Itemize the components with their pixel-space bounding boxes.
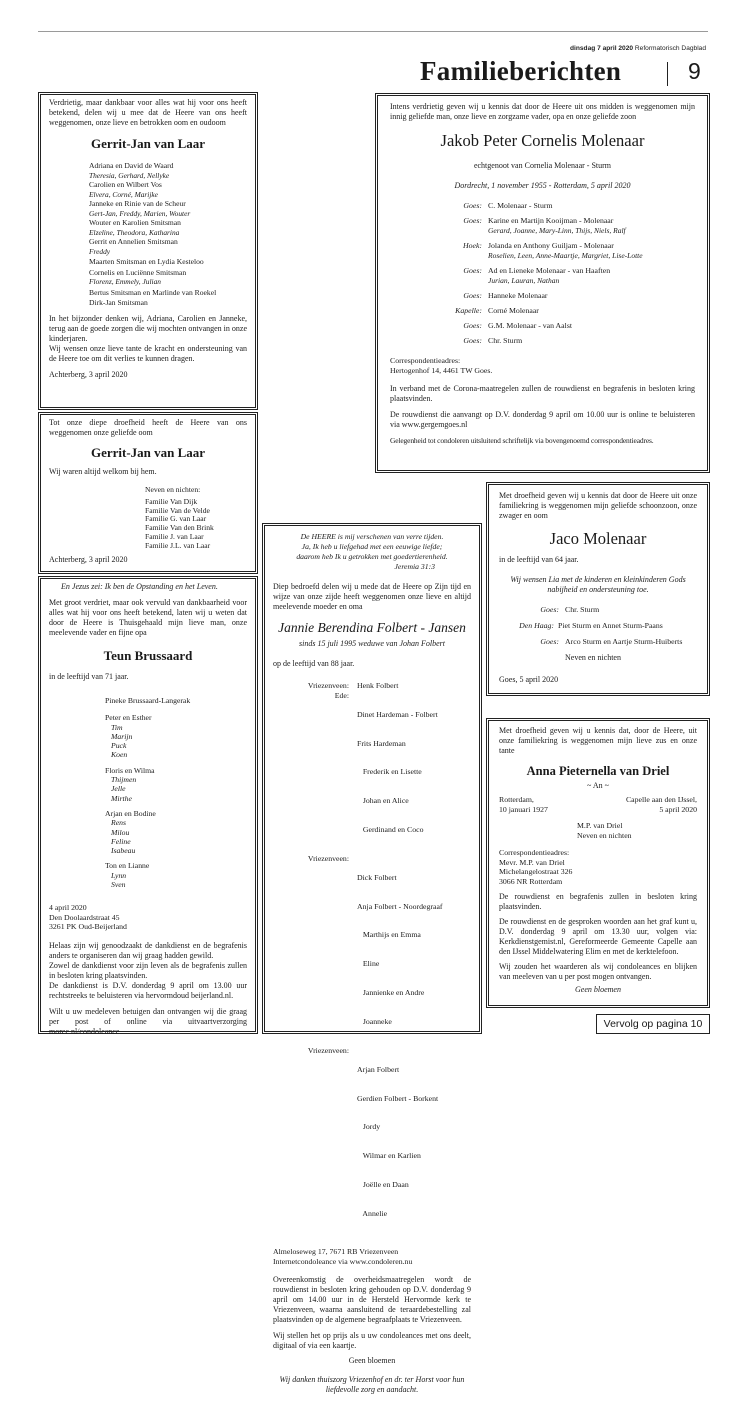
deceased-age: op de leeftijd van 88 jaar. <box>273 659 355 668</box>
nephews-list <box>145 486 247 551</box>
family-parents: Arjan en Bodine <box>105 808 156 818</box>
notice-intro: Diep bedroefd delen wij u mede dat de Heere op Zijn tijd en wijze van onze zijde heeft weggenomen onze lieve en altijd meelevende moeder en oma <box>273 582 471 611</box>
family-place: Vriezenveen: <box>307 1045 349 1055</box>
no-flowers: Geen bloemen <box>348 1355 396 1365</box>
notice-vanlaar-nephews <box>38 412 258 574</box>
notice-text: Wij waren altijd welkom bij hem. <box>49 467 157 476</box>
family-row <box>273 1046 471 1238</box>
grandchild: Tim <box>111 722 123 732</box>
grandchild: Puck <box>111 741 127 751</box>
grandchild: Eline <box>357 959 380 969</box>
deceased-name: Jannie Berendina Folbert - Jansen <box>278 620 466 635</box>
nephews: Neven en nichten <box>565 653 621 662</box>
grandchild: Thijmen <box>111 775 137 785</box>
family-list <box>89 161 247 308</box>
family-place: Den Haag: <box>519 621 554 630</box>
birth-date: 10 januari 1927 <box>499 804 548 814</box>
family-list <box>390 201 695 346</box>
broadcast-info: De rouwdienst en de gesproken woorden aan het graf kunt u, D.V. donderdag 9 april om 13.30 uur, volgen via: Kerkdienstgemist.nl, Gereformeerde Gemeente Capelle aan den IJssel Middelwatering Elim en met de kerktelefoon. <box>499 917 697 956</box>
family-place: Ede: <box>334 690 349 700</box>
thanks: Wij danken thuiszorg Vriezenhof en dr. ter Horst voor hun liefdevolle zorg en aandacht. <box>279 1374 465 1394</box>
family-line: Adriana en David de Waard <box>89 161 174 170</box>
family-place: Goes: <box>540 605 559 614</box>
family-names: G.M. Molenaar - van Aalst <box>488 321 573 330</box>
family-member: Henk Folbert <box>357 681 399 690</box>
family-row <box>390 321 695 331</box>
address: Hertogenhof 14, 4461 TW Goes. <box>390 366 493 375</box>
family-member: Dick Folbert <box>357 872 397 882</box>
family-row <box>390 216 695 236</box>
notice-vandriel <box>486 718 710 1008</box>
family-names: Chr. Sturm <box>565 605 600 614</box>
grandchild: Johan en Alice <box>357 796 409 806</box>
place-date: Achterberg, 3 april 2020 <box>49 554 128 564</box>
family-children: Elzeline, Theodora, Katharina <box>89 227 180 237</box>
condolence-info: Wij zouden het waarderen als wij condoleances en blijken van meeleven van u per post mogen ontvangen. <box>499 962 697 981</box>
grandchild: Annelie <box>357 1208 388 1218</box>
spouse: Pineke Brussaard-Langerak <box>105 696 191 705</box>
family-line: Carolien en Wilbert Vos <box>89 180 162 189</box>
place-date: Goes, 5 april 2020 <box>499 675 559 684</box>
family-place: Goes: <box>463 291 482 300</box>
grandchild: Frederik en Lisette <box>357 767 422 777</box>
section-title: Familieberichten <box>420 56 622 86</box>
nephew-family: Familie Van den Brink <box>145 523 214 533</box>
family-parents: Ton en Lianne <box>105 861 150 871</box>
address-city: 3261 PK Oud-Beijerland <box>49 922 127 932</box>
grandchild: Rens <box>111 818 126 828</box>
grandchild: Marijn <box>111 731 133 741</box>
family-row <box>390 291 695 301</box>
family-member: Anja Folbert - Noordegraaf <box>357 901 443 911</box>
family-line: Janneke en Rinie van de Scheur <box>89 199 186 208</box>
correspondence <box>390 356 695 376</box>
page-number: 9 <box>688 58 701 84</box>
no-flowers: Geen bloemen <box>575 985 621 994</box>
nephews: Neven en nichten <box>577 830 632 840</box>
family-names: Jolanda en Anthony Guiljam - Molenaar <box>488 241 614 250</box>
condolence-info: Gelegenheid tot condoleren uitsluitend schriftelijk via bovengenoemd correspondentieadres. <box>390 436 654 445</box>
family-line: Bertus Smitsman en Marlinde van Roekel <box>89 287 217 297</box>
arrangements: Overeenkomstig de overheidsmaatregelen wordt de rouwdienst in besloten kring gehouden op D.V. donderdag 9 april om 14.00 uur in de Hersteld Hervormde kerk te Vriezenveen, waarna aansluitend de teraardebestelling zal plaatsvinden op de algemene begraafplaats te Vriezenveen. <box>273 1274 471 1324</box>
grandchild: Feline <box>111 836 131 846</box>
grandchild: Jelle <box>111 784 126 794</box>
closed-notice: De rouwdienst en begrafenis zullen in besloten kring plaatsvinden. <box>499 892 697 911</box>
family-row <box>273 681 471 691</box>
deceased-name: Gerrit-Jan van Laar <box>90 445 206 460</box>
family-children: Florenz, Emmely, Julian <box>89 277 161 286</box>
grandchild: Koen <box>111 750 128 760</box>
corona-notice: In verband met de Corona-maatregelen zullen de rouwdienst en begrafenis in besloten kring plaatsvinden. <box>390 384 695 403</box>
continued-on-page-link[interactable]: Vervolg op pagina 10 <box>596 1014 710 1034</box>
family-names: Corné Molenaar <box>488 306 539 315</box>
notice-verse: En Jezus zei: Ik ben de Opstanding en het Leven. <box>61 582 218 591</box>
family-place: Goes: <box>540 637 559 646</box>
family-children: Elvera, Corné, Marijke <box>89 189 158 199</box>
issue-date: dinsdag 7 april 2020 <box>570 45 634 52</box>
nephews-header: Neven en nichten: <box>145 485 201 494</box>
dateline <box>570 45 706 52</box>
address: Almeloseweg 17, 7671 RB Vriezenveen <box>273 1247 399 1257</box>
notice-verse: De HEERE is mij verschenen van verre tijden. Ja, Ik heb u liefgehad met een eeuwige liefde; daarom heb Ik u getrokken met goedertierenheid. <box>296 532 448 561</box>
spouse-line: echtgenoot van Cornelia Molenaar - Sturm <box>473 161 612 170</box>
grandchild: Marthijs en Emma <box>357 930 421 940</box>
deceased-name: Anna Pieternella van Driel <box>526 764 670 778</box>
family-row <box>273 691 471 854</box>
top-rule <box>38 31 708 32</box>
broadcast-info: De rouwdienst die aanvangt op D.V. donderdag 9 april om 10.00 uur is online te beluisteren via www.gergemgoes.nl <box>390 410 695 429</box>
notice-jaco-molenaar <box>486 482 710 696</box>
verse-reference: Jeremia 31:3 <box>394 562 435 571</box>
family-children: Theresia, Gerhard, Nellyke <box>89 170 170 180</box>
family-children: Jurian, Lauran, Nathan <box>488 276 560 285</box>
notice-intro: Met droefheid geven wij u kennis dat, door de Heere, uit onze familiekring is weggenomen mijn lieve zus en onze tante <box>499 726 697 755</box>
family-member: Arjan Folbert <box>357 1064 400 1074</box>
grandchild: Wilmar en Karlien <box>357 1151 421 1161</box>
family-row <box>390 266 695 286</box>
address-street: Michelangelostraat 326 <box>499 867 573 877</box>
notice-date: 4 april 2020 <box>49 903 87 913</box>
correspondence <box>273 1247 471 1266</box>
notice-molenaar <box>375 93 710 473</box>
correspondence <box>49 903 247 931</box>
notice-intro: Tot onze diepe droefheid heeft de Heere van ons weggenomen onze geliefde oom <box>49 418 247 437</box>
grandchild: Lynn <box>111 870 127 880</box>
family-names: Arco Sturm en Aartje Sturm-Huiberts <box>565 637 683 646</box>
deceased-name: Teun Brussaard <box>103 648 193 663</box>
nephew-family: Familie Van Dijk <box>145 496 198 506</box>
family-parents: Peter en Esther <box>105 713 152 723</box>
newspaper-name: Reformatorisch Dagblad <box>634 45 706 52</box>
notice-vanlaar-family <box>38 92 258 410</box>
nephew-family: Familie J.L. van Laar <box>145 540 211 550</box>
family-line: Wouter en Karolien Smitsman <box>89 218 181 227</box>
family-children: Roselien, Leen, Anne-Maartje, Margriet, Lise-Lotte <box>488 251 643 260</box>
correspondence <box>499 848 697 886</box>
notice-intro: Met droefheid geven wij u kennis dat door de Heere uit onze familiekring is weggenomen mijn geliefde schoonzoon, onze zwager en oom <box>499 491 697 520</box>
notice-brussaard <box>38 576 258 1034</box>
relatives <box>577 821 697 840</box>
family-place: Goes: <box>463 266 482 275</box>
notice-intro: Verdrietig, maar dankbaar voor alles wat hij voor ons heeft betekend, delen wij u mee dat de Heere van ons heeft weggenomen, onze lieve en betrokken oom en oudoom <box>49 98 247 127</box>
family-place: Goes: <box>463 336 482 345</box>
deceased-name: Jaco Molenaar <box>549 529 647 548</box>
notice-folbert <box>262 523 482 1394</box>
death-date: 5 april 2020 <box>659 804 697 814</box>
family-member: Dinet Hardeman - Folbert <box>357 709 438 719</box>
family-place: Kapelle: <box>455 306 482 315</box>
address-label: Correspondentieadres: <box>499 848 570 858</box>
deceased-name: Jakob Peter Cornelis Molenaar <box>440 131 645 150</box>
family-row <box>273 854 471 1046</box>
notice-intro: Intens verdrietig geven wij u kennis dat door de Heere uit ons midden is weggenomen mijn innig geliefde man, onze lieve en zorgzame vader, opa en onze geliefde zoon <box>390 102 695 121</box>
family-row <box>499 637 697 647</box>
life-dates: Dordrecht, 1 november 1955 - Rotterdam, 5 april 2020 <box>454 181 631 190</box>
family-row <box>390 306 695 316</box>
online-condolence: Internetcondoleance via www.condoleren.nu <box>273 1257 413 1267</box>
arrangements: Helaas zijn wij genoodzaakt de dankdienst en de begrafenis anders te organiseren dan wij graag hadden gewild. Zowel de dankdienst voor zijn leven als de begrafenis zullen in besloten kring plaatsvinden. De dankdienst is D.V. donderdag 9 april om 13.00 uur rechtstreeks te beluisteren via hervormdoud beijerland.nl. <box>49 940 247 1000</box>
address-name: Mevr. M.P. van Driel <box>499 857 565 867</box>
notice-intro: Met groot verdriet, maar ook vervuld van dankbaarheid voor alles wat hij voor ons heeft betekend, laten wij u weten dat door de Heere is Thuisgehaald mijn lieve man, onze meelevende vader en fijne opa <box>49 598 247 637</box>
nephew-family: Familie Van de Velde <box>145 505 210 515</box>
family-place: Hoek: <box>462 241 482 250</box>
widow-line: sinds 15 juli 1995 weduwe van Johan Folbert <box>299 639 445 648</box>
grandchild: Gerdinand en Coco <box>357 824 424 834</box>
grandchild: Mirthe <box>111 793 132 803</box>
family-names: Piet Sturm en Annet Sturm-Paans <box>558 621 663 630</box>
condolence-info: Wilt u uw medeleven betuigen dan ontvangen wij die graag per post of online via uitvaartverzorging moree.nl/condoleance <box>49 1006 247 1036</box>
life-dates <box>499 795 697 814</box>
nickname: ~ An ~ <box>587 781 609 790</box>
grandchild: Milou <box>111 827 130 837</box>
family-member: Gerdien Folbert - Borkent <box>357 1093 439 1103</box>
grandchild: Sven <box>111 880 126 890</box>
family-line: Dirk-Jan Smitsman <box>89 298 148 307</box>
address-city: 3066 NR Rotterdam <box>499 876 563 886</box>
deceased-age: in de leeftijd van 64 jaar. <box>499 555 579 564</box>
family-place: Goes: <box>463 321 482 330</box>
family-list <box>105 696 247 889</box>
family-place: Goes: <box>463 201 482 210</box>
address-label: Correspondentieadres: <box>390 356 461 365</box>
deceased-name: Gerrit-Jan van Laar <box>90 136 206 151</box>
family-list <box>273 681 471 1237</box>
notice-closing: In het bijzonder denken wij, Adriana, Carolien en Janneke, terug aan de goede zorgen die wij mochten ontvangen in onze kinderjaren. Wij wensen onze lieve tante de kracht en ondersteuning van de Heere toe om dit verlies te kunnen dragen. <box>49 313 248 363</box>
grandchild: Jordy <box>357 1122 381 1132</box>
family-names: C. Molenaar - Sturm <box>488 201 553 210</box>
grandchild: Joanneke <box>357 1016 392 1026</box>
place-date: Achterberg, 3 april 2020 <box>49 369 128 379</box>
grandchild: Joëlle en Daan <box>357 1179 409 1189</box>
family-children: Gert-Jan, Freddy, Marien, Wouter <box>89 208 191 218</box>
family-row <box>499 605 697 615</box>
family-wish: Wij wensen Lia met de kinderen en kleinkinderen Gods nabijheid en ondersteuning toe. <box>510 575 686 594</box>
family-row <box>499 621 697 631</box>
family-names: Chr. Sturm <box>488 336 523 345</box>
family-member: Frits Hardeman <box>357 738 406 748</box>
death-place: Capelle aan den IJssel, <box>625 795 697 804</box>
family-names: Karine en Martijn Kooijman - Molenaar <box>488 216 614 225</box>
grandchild: Jannienke en Andre <box>357 988 425 997</box>
family-line: Maarten Smitsman en Lydia Kesteloo <box>89 257 204 266</box>
birth-place: Rotterdam, <box>499 795 534 804</box>
family-names: Hanneke Molenaar <box>488 291 548 300</box>
family-line: Gerrit en Annelien Smitsman <box>89 237 178 246</box>
deceased-age: in de leeftijd van 71 jaar. <box>49 672 129 681</box>
family-place: Vriezenveen: <box>307 681 349 690</box>
nephew-family: Familie J. van Laar <box>145 531 204 541</box>
family-row <box>390 201 695 211</box>
family-parents: Floris en Wilma <box>105 765 155 775</box>
sister: M.P. van Driel <box>577 821 623 831</box>
family-place: Vriezenveen: <box>307 853 349 863</box>
title-divider <box>667 62 668 86</box>
family-names: Ad en Lieneke Molenaar - van Haaften <box>488 266 611 275</box>
family-children: Gerard, Joanne, Mary-Linn, Thijs, Niels, Ralf <box>488 226 626 235</box>
address-street: Den Doolaardstraat 45 <box>49 912 120 922</box>
family-row <box>390 241 695 261</box>
family-place: Goes: <box>463 216 482 225</box>
grandchild: Isabeau <box>111 846 136 856</box>
family-row <box>390 336 695 346</box>
family-children: Freddy <box>89 246 111 256</box>
condolence-info: Wij stellen het op prijs als u uw condoleances met ons deelt, digitaal of via een kaartje. <box>273 1330 471 1350</box>
nephew-family: Familie G. van Laar <box>145 514 207 524</box>
family-line: Cornelis en Luciënne Smitsman <box>89 267 187 277</box>
